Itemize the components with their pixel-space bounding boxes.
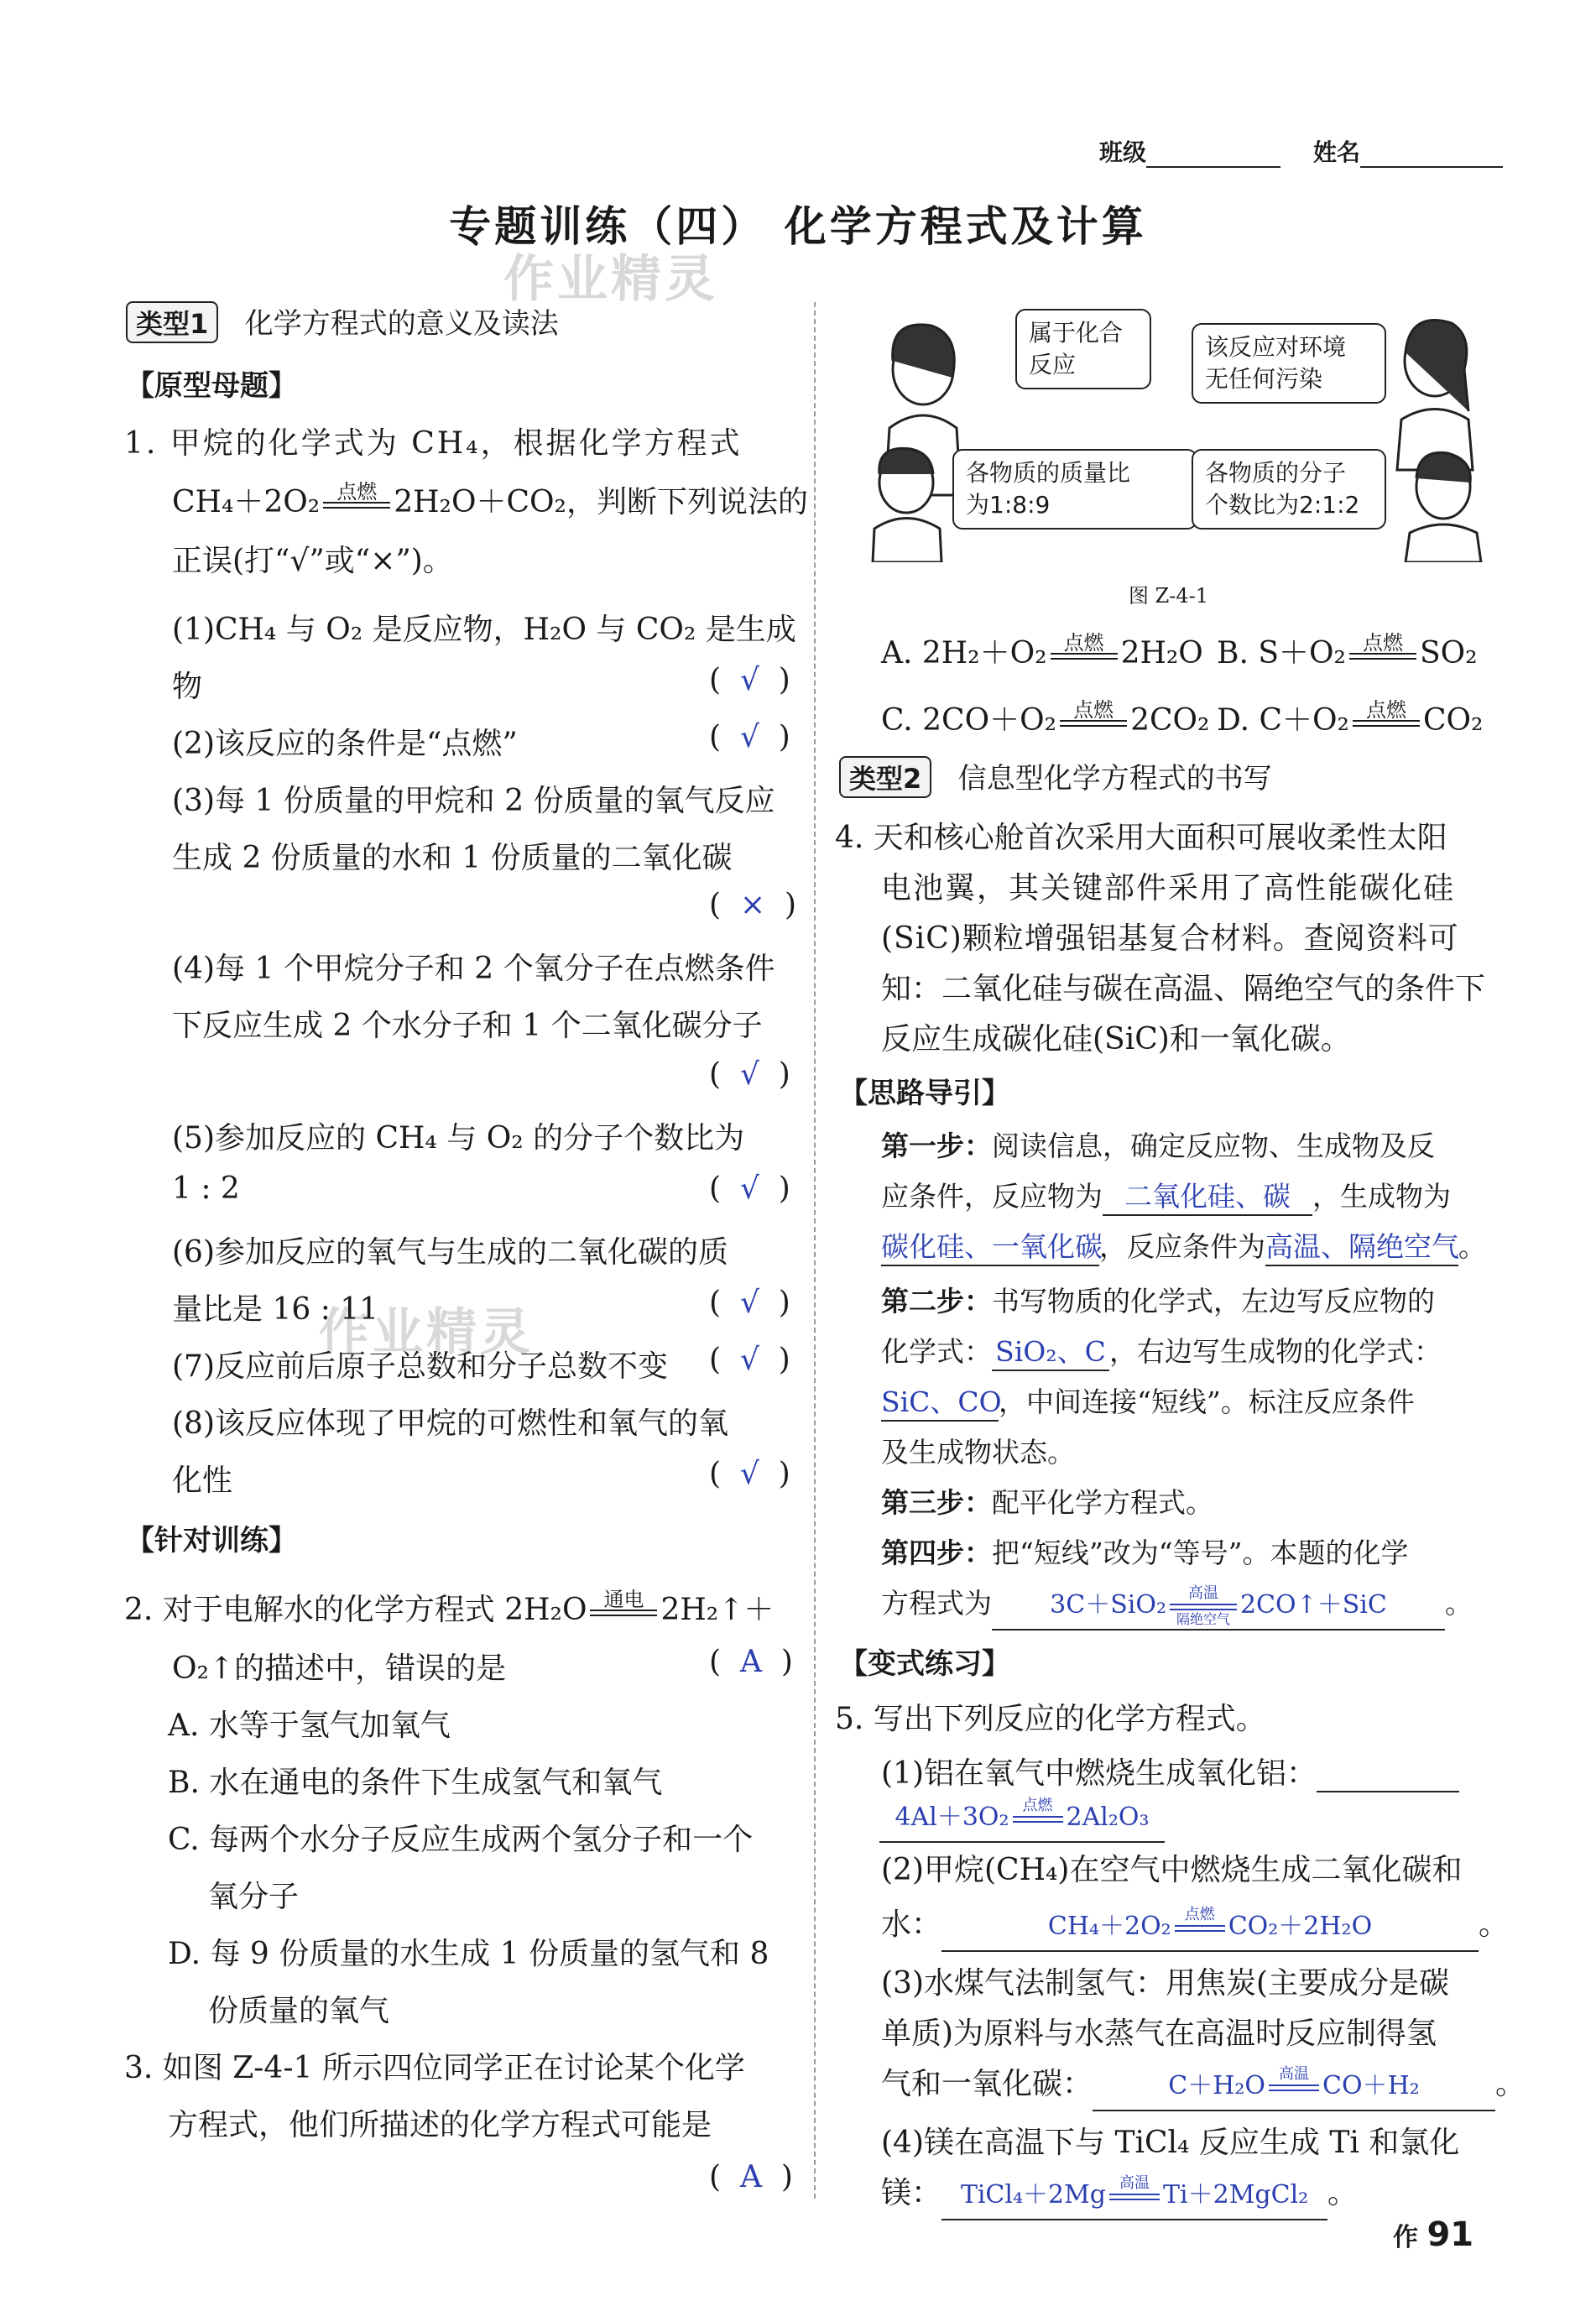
name-label: 姓名 [1313,138,1361,166]
q5-a-line1: (1)铝在氧气中燃烧生成氧化铝： [881,1750,1459,1792]
step1-line1: 第一步：阅读信息，确定反应物、生成物及反 [881,1130,1435,1162]
q1-item5: (5)参加反应的 CH₄ 与 O₂ 的分子个数比为 [172,1121,745,1156]
variant-label: 【变式练习】 [839,1647,1010,1681]
q1-item7: (7)反应前后原子总数和分子总数不变 [172,1349,668,1384]
type1-heading [126,300,559,343]
q1-ans6: ( √ ) [709,1286,790,1320]
q1-ans8: ( √ ) [709,1457,790,1491]
figure-caption: 图 Z-4-1 [1129,584,1209,608]
step1-line3: 碳化硅、一氧化碳，反应条件为高温、隔绝空气。 [881,1225,1486,1266]
type2-tag: 类型2 [839,756,931,798]
q1-line3: 正误(打“√”或“×”)。 [172,544,453,578]
class-label: 班级 [1099,138,1147,166]
step2-answer-reactants: SiO₂、C [992,1330,1109,1371]
q5-line1: 5. 写出下列反应的化学方程式。 [835,1702,1266,1736]
q2-option-a: A. 水等于氢气加氧气 [168,1709,451,1743]
q1-line1: 1. 甲烷的化学式为 CH₄，根据化学方程式 [124,426,743,461]
q1-item3: (3)每 1 份质量的甲烷和 2 份质量的氧气反应 [172,784,775,818]
q5-b-line1: (2)甲烷(CH₄)在空气中燃烧生成二氧化碳和 [881,1853,1463,1887]
q2-option-c: C. 每两个水分子反应生成两个氢分子和一个 [168,1823,754,1857]
q1-ans2: ( √ ) [709,720,790,754]
q1-ans4: ( √ ) [709,1057,790,1092]
step1-answer-products: 碳化硅、一氧化碳 [881,1225,1099,1266]
type2-title: 信息型化学方程式的书写 [957,762,1272,796]
q2-line1: 2. 对于电解水的化学方程式 2H₂O 通电 2H₂↑＋ [124,1588,775,1627]
speech-bubble-4: 各物质的分子 个数比为2:1:2 [1192,449,1386,530]
name-field [1313,134,1503,168]
step2-line4: 及生成物状态。 [881,1436,1075,1469]
step4-line2: 方程式为 3C＋SiO₂ 高温 隔绝空气 2CO↑＋SiC 。 [881,1582,1473,1631]
q4-line2: 电池翼，其关键部件采用了高性能碳化硅 [881,871,1456,905]
type2-heading [839,755,1272,798]
guide-label: 【思路导引】 [839,1077,1010,1110]
student-figure-3 [873,448,941,562]
q3-option-c: C. 2CO＋O₂ 点燃 2CO₂ [881,698,1210,738]
q2-line2: O₂↑的描述中，错误的是 [172,1651,507,1686]
speech-bubble-1: 属于化合 反应 [1015,309,1151,389]
q5-d-line2: 镁： TiCl₄＋2Mg 高温 Ti＋2MgCl₂ 。 [881,2169,1358,2220]
q5-a-answer: 4Al＋3O₂ 点燃 2Al₂O₃ [879,1796,1165,1843]
step1-answer-conditions: 高温、隔绝空气 [1265,1225,1458,1266]
prototype-label: 【原型母题】 [126,369,297,403]
class-field [1099,134,1280,168]
q5-b-line2: 水： CH₄＋2O₂ 点燃 CO₂＋2H₂O 。 [881,1901,1509,1952]
q4-line1: 4. 天和核心舱首次采用大面积可展收柔性太阳 [835,821,1447,855]
q1-item1: (1)CH₄ 与 O₂ 是反应物，H₂O 与 CO₂ 是生成 [172,613,796,647]
q1-ans1: ( √ ) [709,663,790,697]
q1-ans5: ( √ ) [709,1171,790,1206]
q1-line2: CH₄＋2O₂ 点燃 2H₂O＋CO₂，判断下列说法的 [172,480,808,519]
speech-bubble-2: 该反应对环境 无任何污染 [1192,323,1386,404]
column-divider [814,302,816,2199]
q1-ans7: ( √ ) [709,1343,790,1377]
q4-line3: (SiC)颗粒增强铝基复合材料。查阅资料可 [881,921,1459,956]
q2-option-b: B. 水在通电的条件下生成氢气和氧气 [168,1766,663,1800]
step4-line1: 第四步：把“短线”改为“等号”。本题的化学 [881,1537,1409,1569]
q4-line5: 反应生成碳化硅(SiC)和一氧化碳。 [881,1022,1351,1057]
q3-line2: 方程式，他们所描述的化学方程式可能是 [168,2108,712,2142]
watermark: 作业精灵 [503,250,718,309]
step2-answer-products: SiC、CO [881,1380,999,1422]
q3-ans: ( A ) [709,2160,793,2194]
step2-line2: 化学式： SiO₂、C ，右边写生成物的化学式： [881,1330,1442,1371]
q3-line1: 3. 如图 Z-4-1 所示四位同学正在讨论某个化学 [124,2051,745,2085]
q1-item8: (8)该反应体现了甲烷的可燃性和氧气的氧 [172,1406,728,1441]
q1-item2: (2)该反应的条件是“点燃” [172,727,518,761]
q1-item6: (6)参加反应的氧气与生成的二氧化碳的质 [172,1235,728,1270]
q3-option-a: A. 2H₂＋O₂ 点燃 2H₂O [881,631,1203,670]
step1-answer-reactants: 二氧化硅、碳 [1103,1175,1312,1216]
practice-label: 【针对训练】 [126,1524,297,1557]
q5-c-line3: 气和一氧化碳： C＋H₂O 高温 CO＋H₂ 。 [881,2060,1526,2111]
q3-option-b: B. S＋O₂ 点燃 SO₂ [1217,631,1478,670]
student-figure-2 [1397,321,1473,470]
watermark-2: 作业精灵 [319,1303,534,1362]
type1-title: 化学方程式的意义及读法 [244,307,559,341]
type1-tag: 类型1 [126,301,218,343]
q5-c-line2: 单质)为原料与水蒸气在高温时反应制得氢 [881,2017,1437,2051]
q5-c-line1: (3)水煤气法制氢气：用焦炭(主要成分是碳 [881,1966,1450,2001]
q3-option-d: D. C＋O₂ 点燃 CO₂ [1217,698,1484,738]
step1-line2: 应条件，反应物为 二氧化硅、碳 ，生成物为 [881,1175,1451,1216]
step2-line1: 第二步：书写物质的化学式，左边写反应物的 [881,1285,1435,1317]
step4-answer-equation: 3C＋SiO₂ 高温 隔绝空气 2CO↑＋SiC [992,1584,1445,1631]
q4-line4: 知：二氧化硅与碳在高温、隔绝空气的条件下 [881,972,1486,1006]
student-figure-4 [1406,452,1481,562]
q2-ans: ( A ) [709,1645,793,1679]
q1-ans3: ( × ) [709,888,797,922]
page-number: 作 91 [1393,2215,1474,2254]
q2-option-d: D. 每 9 份质量的水生成 1 份质量的氢气和 8 [168,1937,769,1971]
step3-line: 第三步：配平化学方程式。 [881,1486,1213,1519]
q5-d-line1: (4)镁在高温下与 TiCl₄ 反应生成 Ti 和氯化 [881,2126,1460,2160]
speech-bubble-3: 各物质的质量比 为1:8:9 [952,449,1197,530]
q1-item4: (4)每 1 个甲烷分子和 2 个氧分子在点燃条件 [172,952,775,986]
page-title: 专题训练（四） 化学方程式及计算 [449,202,1147,251]
step2-line3: SiC、CO，中间连接“短线”。标注反应条件 [881,1380,1415,1422]
